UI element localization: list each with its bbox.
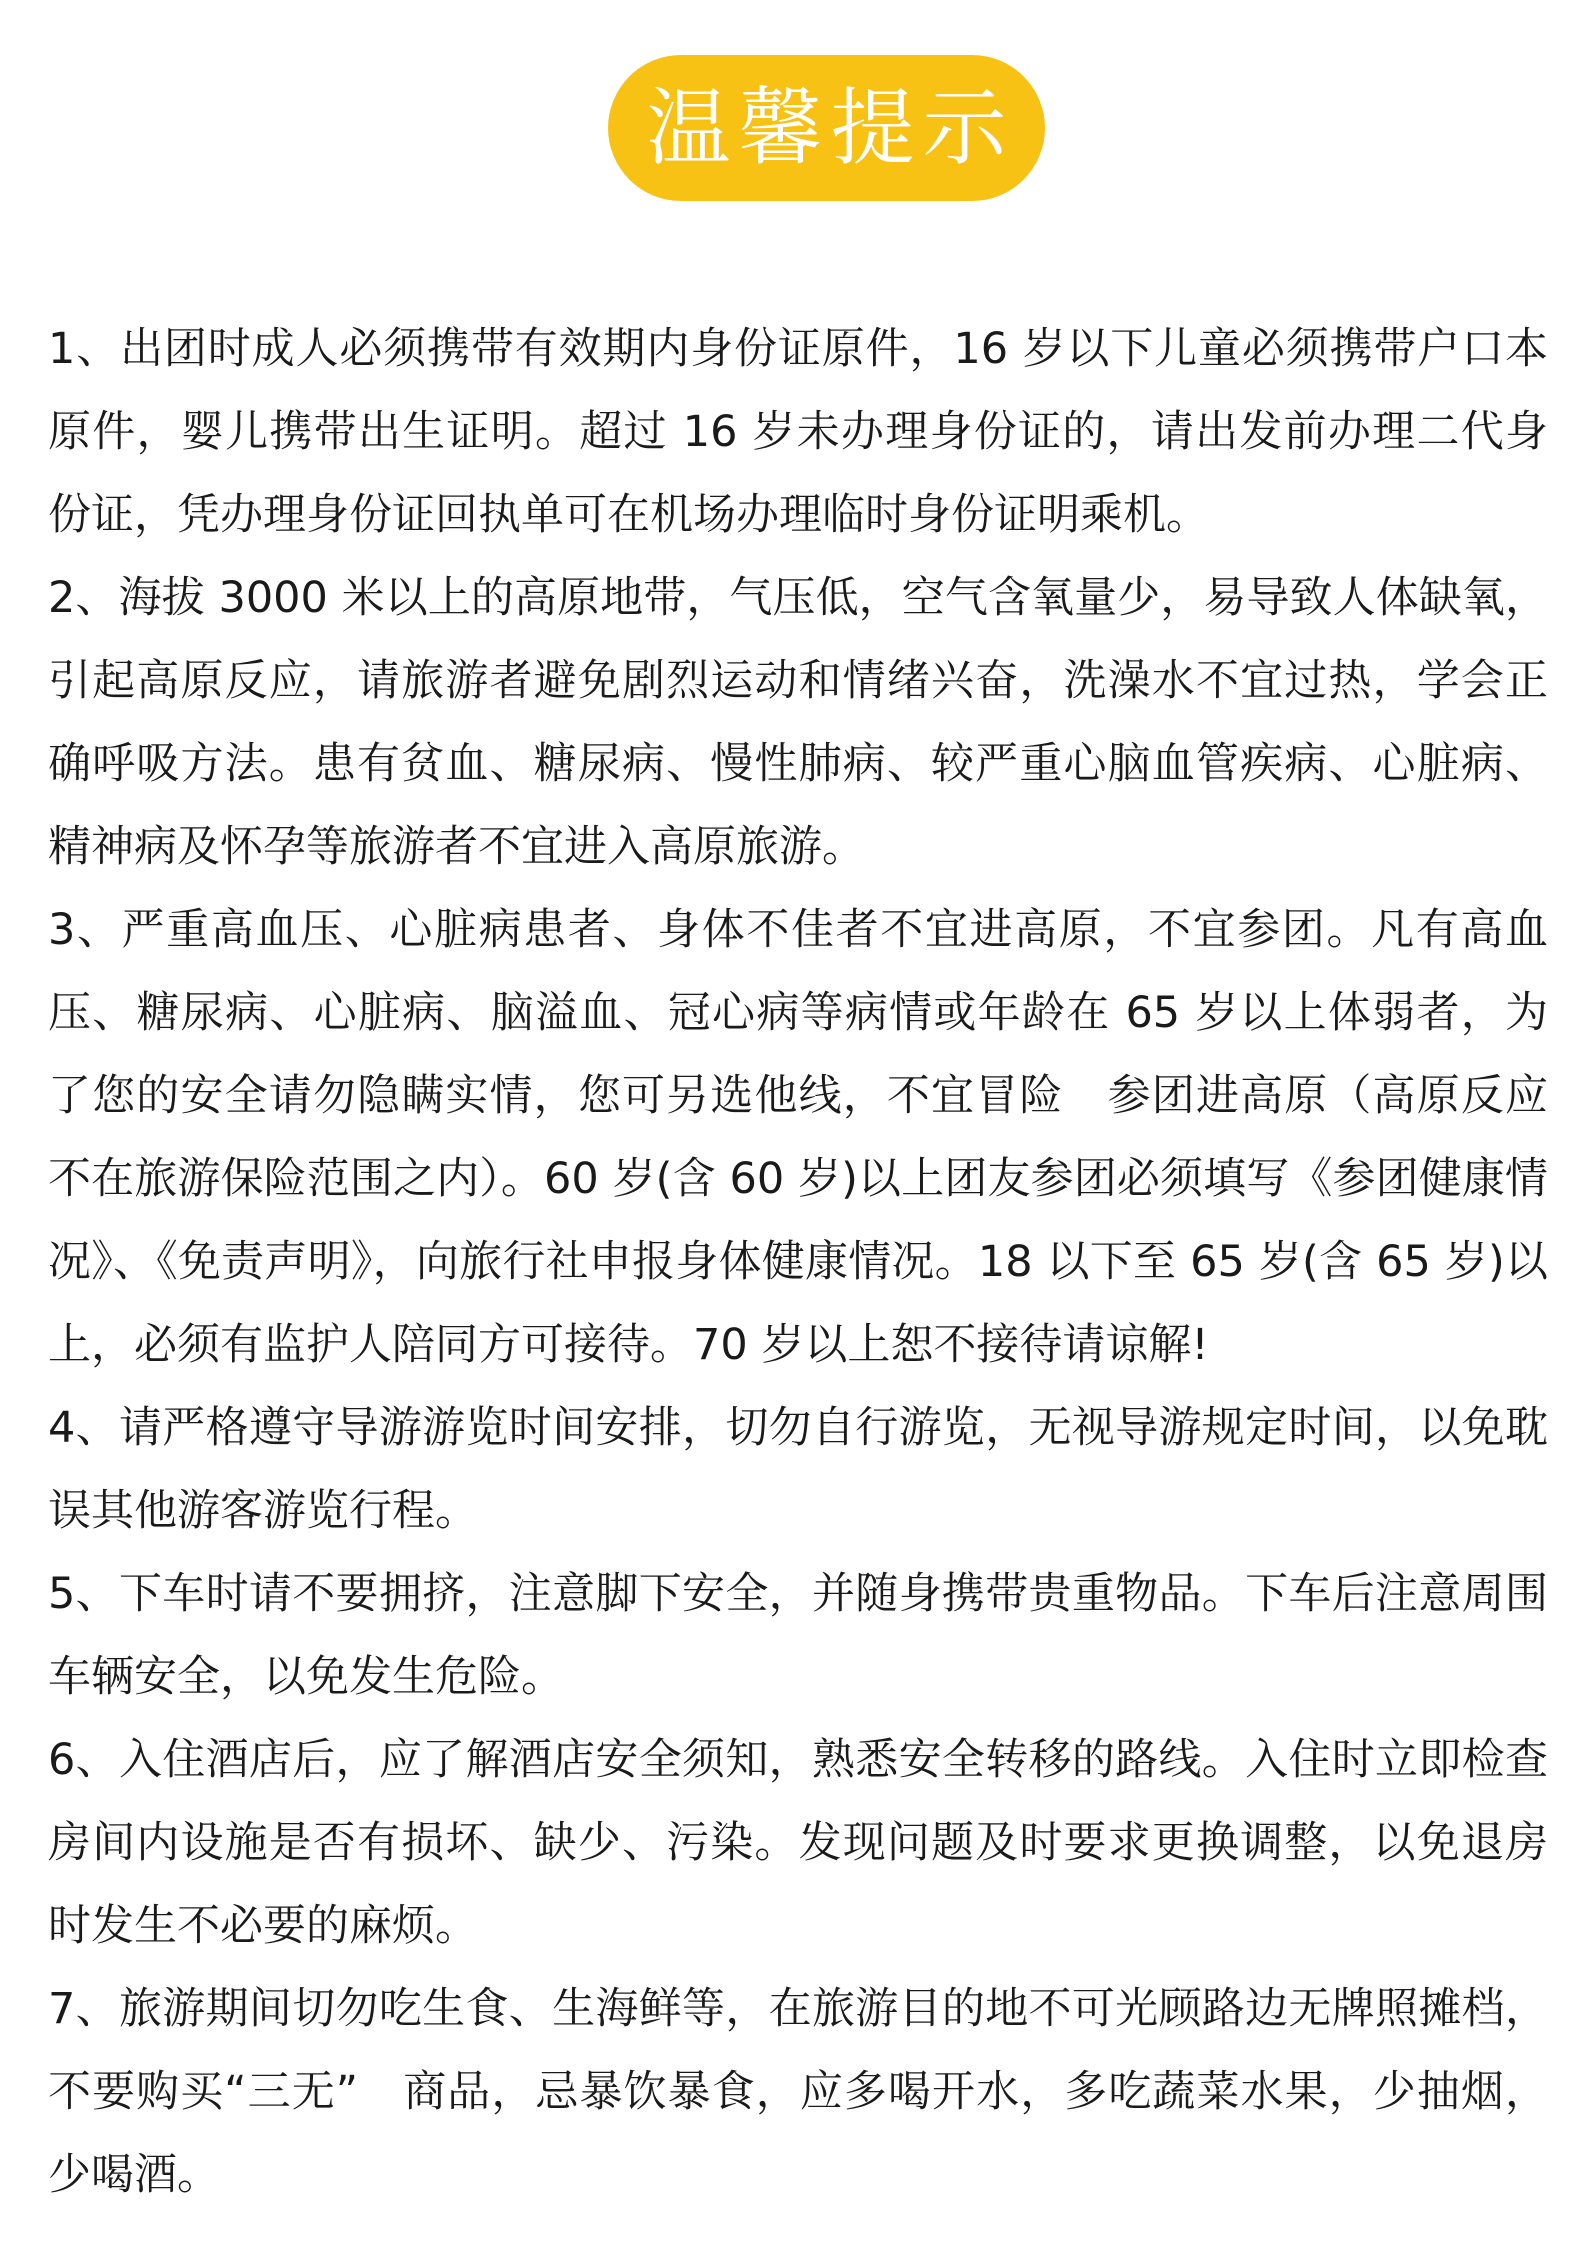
tip-item: 4、请严格遵守导游游览时间安排，切勿自行游览，无视导游规定时间，以免耽误其他游客游览行程。	[48, 1403, 1548, 1536]
tip-item: 1、出团时成人必须携带有效期内身份证原件，16 岁以下儿童必须携带户口本原件，婴儿携带出生证明。超过 16 岁未办理身份证的，请出发前办理二代身份证，凭办理身份证回执单可在机场办理临时身份证明乘机。	[48, 324, 1548, 540]
tips-list	[48, 308, 1548, 2217]
tip-item: 2、海拔 3000 米以上的高原地带，气压低，空气含氧量少，易导致人体缺氧，引起高原反应，请旅游者避免剧烈运动和情绪兴奋，洗澡水不宜过热，学会正确呼吸方法。患有贫血、糖尿病、慢性肺病、较严重心脑血管疾病、心脏病、精神病及怀孕等旅游者不宜进入高原旅游。	[48, 573, 1548, 872]
tip-item: 7、旅游期间切勿吃生食、生海鲜等，在旅游目的地不可光顾路边无牌照摊档，不要购买“三无” 商品，忌暴饮暴食，应多喝开水，多吃蔬菜水果，少抽烟，少喝酒。	[48, 1984, 1548, 2200]
title-badge	[608, 55, 1045, 201]
page-title: 温馨提示	[646, 79, 1015, 177]
tip-item: 3、严重高血压、心脏病患者、身体不佳者不宜进高原，不宜参团。凡有高血压、糖尿病、心脏病、脑溢血、冠心病等病情或年龄在 65 岁以上体弱者，为了您的安全请勿隐瞒实情，您可另选他线，不宜冒险 参团进高原（高原反应不在旅游保险范围之内）。60 岁(含 60 岁)以上团友参团必须填写《参团健康情况》、《免责声明》，向旅行社申报身体健康情况。18 以下至 65 岁(含 65 岁)以上，必须有监护人陪同方可接待。70 岁以上恕不接待请谅解!	[48, 905, 1548, 1370]
tip-item: 5、下车时请不要拥挤，注意脚下安全，并随身携带贵重物品。下车后注意周围车辆安全，以免发生危险。	[48, 1569, 1548, 1702]
tip-item: 6、入住酒店后，应了解酒店安全须知，熟悉安全转移的路线。入住时立即检查房间内设施是否有损坏、缺少、污染。发现问题及时要求更换调整，以免退房时发生不必要的麻烦。	[48, 1735, 1548, 1951]
